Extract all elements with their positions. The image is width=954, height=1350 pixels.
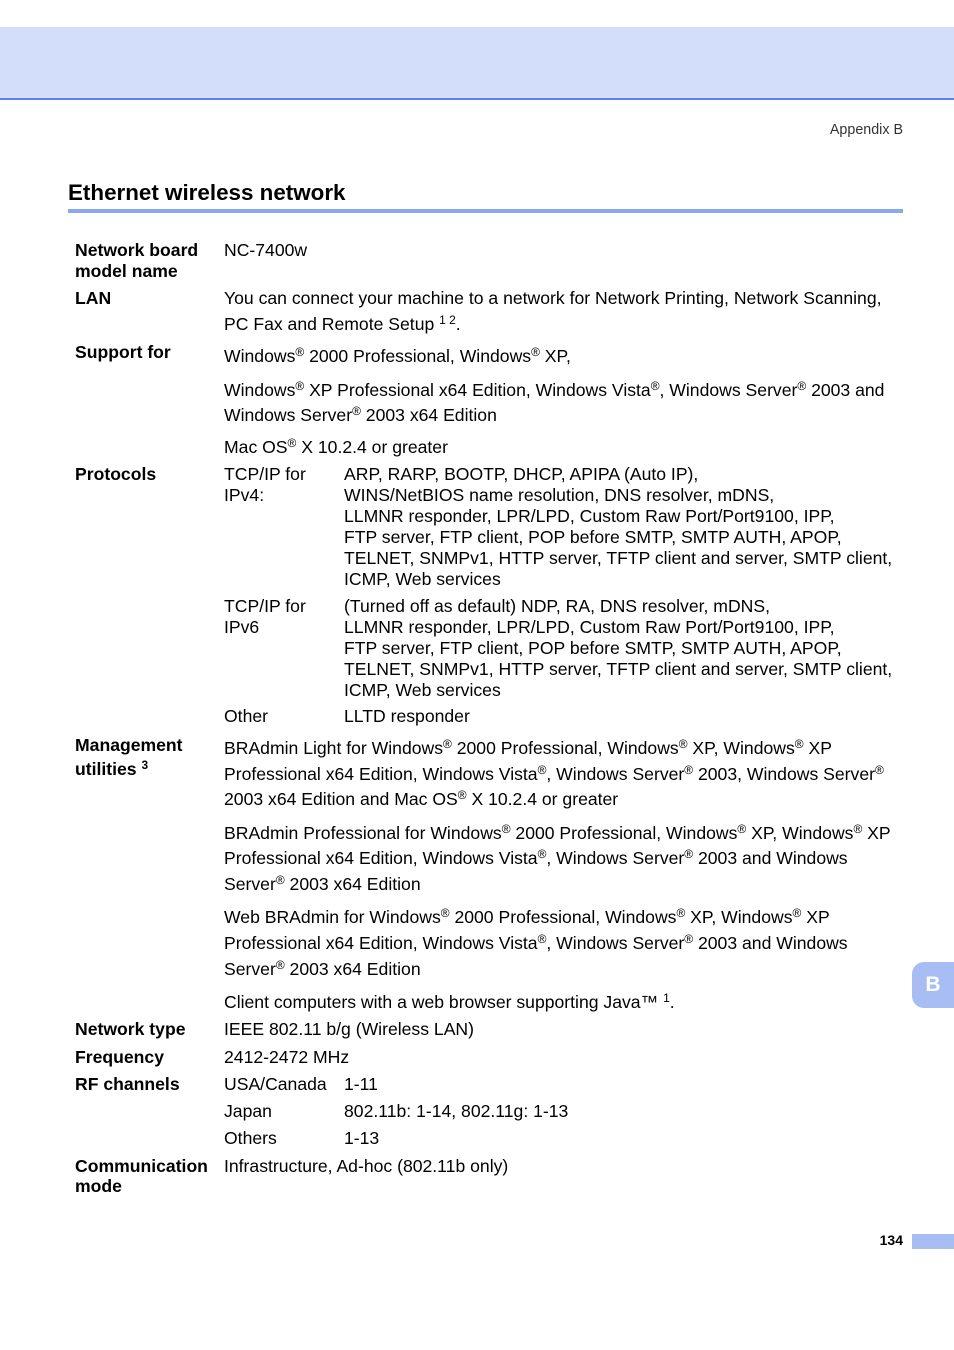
registered-mark: ® <box>792 906 802 921</box>
protocol-list-line: ICMP, Web services <box>344 680 501 700</box>
text-run: 2003 x64 Edition <box>284 959 421 979</box>
registered-mark: ® <box>537 847 547 862</box>
support-value-line <box>224 405 497 426</box>
protocol-list-line: TELNET, SNMPv1, HTTP server, TFTP client and server, SMTP client, <box>344 659 893 679</box>
text-run: XP <box>801 907 830 927</box>
registered-mark: ® <box>275 873 285 888</box>
text-run: XP <box>862 823 891 843</box>
header-band <box>0 27 954 100</box>
footnote-reference: 1 2 <box>439 313 456 328</box>
text-run: Professional x64 Edition, Windows Vista <box>224 933 538 953</box>
text-run: XP, Windows <box>685 907 793 927</box>
communication-mode-label: mode <box>75 1176 122 1196</box>
rf-channels-value: 1-13 <box>344 1128 380 1148</box>
protocol-group-name: Other <box>224 706 269 726</box>
text-run: , Windows Server <box>546 933 685 953</box>
text-run: 2003 and Windows <box>693 933 848 953</box>
text-run: 2003 and Windows <box>693 848 848 868</box>
network-type-value: IEEE 802.11 b/g (Wireless LAN) <box>224 1019 474 1039</box>
support-value-line <box>224 346 571 367</box>
text-run: 2003 x64 Edition and Mac OS <box>224 789 458 809</box>
text-run: 2003 x64 Edition <box>360 405 497 425</box>
communication-mode-label: Communication <box>75 1156 208 1176</box>
registered-mark: ® <box>678 737 688 752</box>
registered-mark: ® <box>737 822 747 837</box>
text-run: , Windows Server <box>546 764 685 784</box>
text-run: X 10.2.4 or greater <box>296 437 448 457</box>
protocol-list-line: ARP, RARP, BOOTP, DHCP, APIPA (Auto IP), <box>344 464 699 484</box>
registered-mark: ® <box>794 737 804 752</box>
registered-mark: ® <box>853 822 863 837</box>
text-run: , Windows Server <box>659 380 798 400</box>
support-value-line <box>224 380 884 401</box>
rf-region: Japan <box>224 1101 272 1121</box>
text-run: BRAdmin Professional for Windows <box>224 823 502 843</box>
text-run: Mac OS <box>224 437 288 457</box>
registered-mark: ® <box>295 345 305 360</box>
protocol-group-name: IPv6 <box>224 617 260 637</box>
frequency-value: 2412-2472 MHz <box>224 1047 350 1067</box>
protocol-list-line: LLMNR responder, LPR/LPD, Custom Raw Port/Port9100, IPP, <box>344 506 835 526</box>
registered-mark: ® <box>537 763 547 778</box>
protocol-list-line: LLTD responder <box>344 706 470 726</box>
network-board-value: NC-7400w <box>224 240 308 260</box>
management-label: Management <box>75 735 183 755</box>
registered-mark: ® <box>684 847 694 862</box>
protocol-group-name: TCP/IP for <box>224 596 306 616</box>
protocol-group-name: IPv4: <box>224 485 265 505</box>
management-label <box>75 759 148 780</box>
protocol-list-line: FTP server, FTP client, POP before SMTP, SMTP AUTH, APOP, <box>344 527 842 547</box>
text-run: XP, Windows <box>687 738 795 758</box>
text-run: Windows Server <box>224 405 353 425</box>
text-run: , Windows Server <box>546 848 685 868</box>
registered-mark: ® <box>684 932 694 947</box>
text-run: 2000 Professional, Windows <box>304 346 532 366</box>
text-run: XP <box>803 738 832 758</box>
text-run: XP Professional x64 Edition, Windows Vista <box>304 380 651 400</box>
registered-mark: ® <box>650 379 660 394</box>
text-run: 2000 Professional, Windows <box>449 907 677 927</box>
section-title: Ethernet wireless network <box>68 180 346 205</box>
management-utility-line <box>224 874 421 895</box>
management-utility-line <box>224 789 618 810</box>
rf-channels-label: RF channels <box>75 1074 180 1094</box>
registered-mark: ® <box>457 788 467 803</box>
text-run: 2000 Professional, Windows <box>451 738 679 758</box>
network-type-label: Network type <box>75 1019 186 1039</box>
network-board-label: model name <box>75 261 178 281</box>
rf-channels-value: 802.11b: 1-14, 802.11g: 1-13 <box>344 1101 569 1121</box>
protocol-group-name: TCP/IP for <box>224 464 306 484</box>
text-run: 2003 x64 Edition <box>284 874 421 894</box>
text-run: Professional x64 Edition, Windows Vista <box>224 848 538 868</box>
management-utility-line <box>224 823 891 844</box>
registered-mark: ® <box>676 906 686 921</box>
text-run: Windows <box>224 346 296 366</box>
rf-channels-value: 1-11 <box>344 1074 378 1094</box>
text-run: BRAdmin Light for Windows <box>224 738 444 758</box>
management-utility-line <box>224 764 884 785</box>
support-label: Support for <box>75 342 171 362</box>
registered-mark: ® <box>874 763 884 778</box>
text-run: 2003 and <box>806 380 885 400</box>
management-utility-line <box>224 738 832 759</box>
text-run: PC Fax and Remote Setup <box>224 314 440 334</box>
lan-value-line: You can connect your machine to a network for Network Printing, Network Scanning, <box>224 288 882 308</box>
text-run: X 10.2.4 or greater <box>466 789 619 809</box>
text-run: utilities <box>75 759 142 779</box>
registered-mark: ® <box>287 436 297 451</box>
text-run: XP, Windows <box>746 823 854 843</box>
registered-mark: ® <box>275 958 285 973</box>
text-run: Windows <box>224 380 296 400</box>
protocol-list-line: FTP server, FTP client, POP before SMTP, SMTP AUTH, APOP, <box>344 638 842 658</box>
page-number-bar <box>912 1234 954 1249</box>
text-run: Server <box>224 959 276 979</box>
registered-mark: ® <box>531 345 540 360</box>
title-underline <box>68 209 903 213</box>
rf-region: USA/Canada <box>224 1074 327 1094</box>
text-run: . <box>455 314 461 334</box>
footnote-reference: 3 <box>141 758 149 773</box>
frequency-label: Frequency <box>75 1047 164 1067</box>
chapter-tab: B <box>912 962 954 1008</box>
management-utility-line <box>224 848 848 869</box>
protocol-list-line: ICMP, Web services <box>344 569 501 589</box>
network-board-label: Network board <box>75 240 199 260</box>
management-utility-line <box>224 933 848 954</box>
protocols-label: Protocols <box>75 464 157 484</box>
registered-mark: ® <box>684 763 694 778</box>
registered-mark: ® <box>537 932 547 947</box>
lan-label: LAN <box>75 288 112 308</box>
management-utility-line <box>224 907 830 928</box>
page-number: 134 <box>879 1232 903 1248</box>
lan-value-line <box>224 314 461 335</box>
running-header: Appendix B <box>829 122 903 138</box>
registered-mark: ® <box>797 379 807 394</box>
text-run: . <box>669 992 675 1012</box>
registered-mark: ® <box>443 737 452 752</box>
text-run: 2000 Professional, Windows <box>510 823 738 843</box>
support-value-line <box>224 437 448 458</box>
registered-mark: ® <box>501 822 511 837</box>
management-utility-line <box>224 992 675 1013</box>
text-run: Client computers with a web browser supporting Java™ <box>224 992 664 1012</box>
text-run: 2003, Windows Server <box>693 764 875 784</box>
protocol-list-line: LLMNR responder, LPR/LPD, Custom Raw Port/Port9100, IPP, <box>344 617 835 637</box>
rf-region: Others <box>224 1128 277 1148</box>
text-run: Server <box>224 874 276 894</box>
registered-mark: ® <box>295 379 305 394</box>
registered-mark: ® <box>352 404 361 419</box>
text-run: XP, <box>539 346 571 366</box>
protocol-list-line: WINS/NetBIOS name resolution, DNS resolver, mDNS, <box>344 485 775 505</box>
protocol-list-line: TELNET, SNMPv1, HTTP server, TFTP client and server, SMTP client, <box>344 548 893 568</box>
text-run: Web BRAdmin for Windows <box>224 907 441 927</box>
communication-mode-value: Infrastructure, Ad-hoc (802.11b only) <box>224 1156 509 1176</box>
protocol-list-line: (Turned off as default) NDP, RA, DNS resolver, mDNS, <box>344 596 770 616</box>
text-run: Professional x64 Edition, Windows Vista <box>224 764 538 784</box>
registered-mark: ® <box>440 906 450 921</box>
footnote-reference: 1 <box>663 991 670 1006</box>
management-utility-line <box>224 959 421 980</box>
